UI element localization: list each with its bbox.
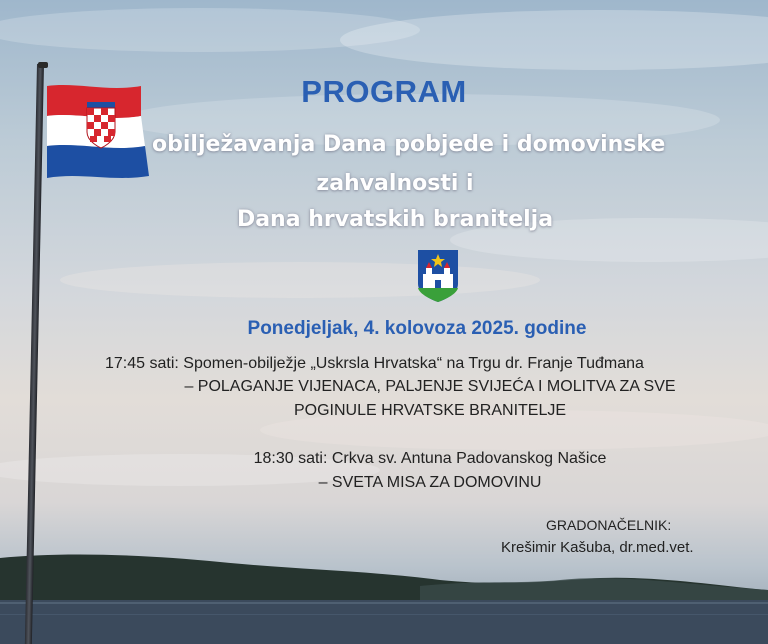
subtitle-line-1: obilježavanja Dana pobjede i domovinske — [152, 132, 666, 157]
event-1-line-2: – POLAGANJE VIJENACA, PALJENJE SVIJEĆA I MOLITVA ZA SVE — [184, 378, 676, 395]
signature-name: Krešimir Kašuba, dr.med.vet. — [501, 539, 694, 556]
event-date: Ponedjeljak, 4. kolovoza 2025. godine — [247, 318, 587, 339]
program-title: PROGRAM — [301, 74, 467, 109]
event-2-line-2: – SVETA MISA ZA DOMOVINU — [318, 474, 542, 491]
subtitle-line-2: zahvalnosti i — [316, 171, 474, 196]
event-1-line-3: POGINULE HRVATSKE BRANITELJE — [293, 402, 567, 419]
coat-of-arms-icon — [418, 250, 458, 302]
subtitle-line-3: Dana hrvatskih branitelja — [236, 207, 554, 232]
flag-pole-cap — [38, 62, 48, 68]
event-1-line-1: 17:45 sati: Spomen-obilježje „Uskrsla Hrvatska“ na Trgu dr. Franje Tuđmana — [105, 355, 644, 372]
signature-title: GRADONAČELNIK: — [546, 517, 672, 533]
event-2-line-1: 18:30 sati: Crkva sv. Antuna Padovanskog Našice — [253, 450, 607, 467]
